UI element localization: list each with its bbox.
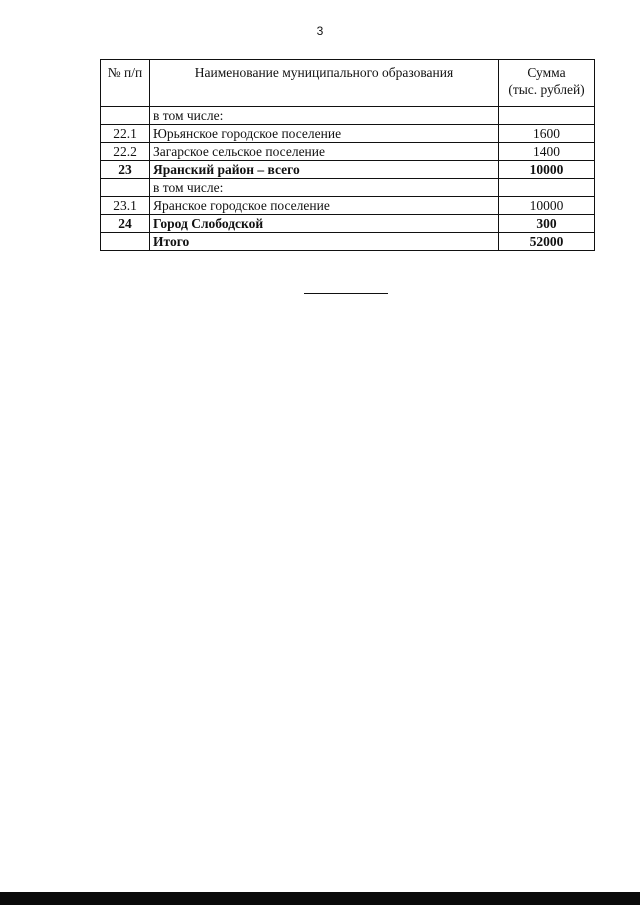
budget-table	[100, 59, 595, 251]
row-sum: 10000	[499, 161, 595, 179]
row-num	[101, 233, 150, 251]
row-num: 24	[101, 215, 150, 233]
table-row	[101, 215, 595, 233]
table-row	[101, 107, 595, 125]
row-name: Загарское сельское поселение	[150, 143, 499, 161]
header-num: № п/п	[101, 60, 150, 107]
end-separator-line	[304, 293, 388, 294]
table-row	[101, 161, 595, 179]
row-num	[101, 107, 150, 125]
scan-edge-bar	[0, 892, 640, 905]
row-sum: 1400	[499, 143, 595, 161]
row-name: Яранский район – всего	[150, 161, 499, 179]
row-sum	[499, 107, 595, 125]
page-number: 3	[316, 24, 324, 38]
row-num: 23	[101, 161, 150, 179]
table-row	[101, 179, 595, 197]
row-name: Юрьянское городское поселение	[150, 125, 499, 143]
table-total-row	[101, 233, 595, 251]
header-sum-line1: Сумма	[527, 65, 566, 80]
header-name: Наименование муниципального образования	[150, 60, 499, 107]
row-sum: 10000	[499, 197, 595, 215]
row-sum	[499, 179, 595, 197]
row-name: в том числе:	[150, 107, 499, 125]
row-sum: 300	[499, 215, 595, 233]
row-sum: 1600	[499, 125, 595, 143]
header-sum-line2: (тыс. рублей)	[508, 82, 585, 97]
row-name: Город Слободской	[150, 215, 499, 233]
total-label: Итого	[150, 233, 499, 251]
row-num	[101, 179, 150, 197]
table-row	[101, 143, 595, 161]
row-num: 23.1	[101, 197, 150, 215]
row-num: 22.2	[101, 143, 150, 161]
table-header-row	[101, 60, 595, 107]
total-sum: 52000	[499, 233, 595, 251]
table-row	[101, 125, 595, 143]
row-name: Яранское городское поселение	[150, 197, 499, 215]
row-name: в том числе:	[150, 179, 499, 197]
table-row	[101, 197, 595, 215]
row-num: 22.1	[101, 125, 150, 143]
header-sum	[499, 60, 595, 107]
